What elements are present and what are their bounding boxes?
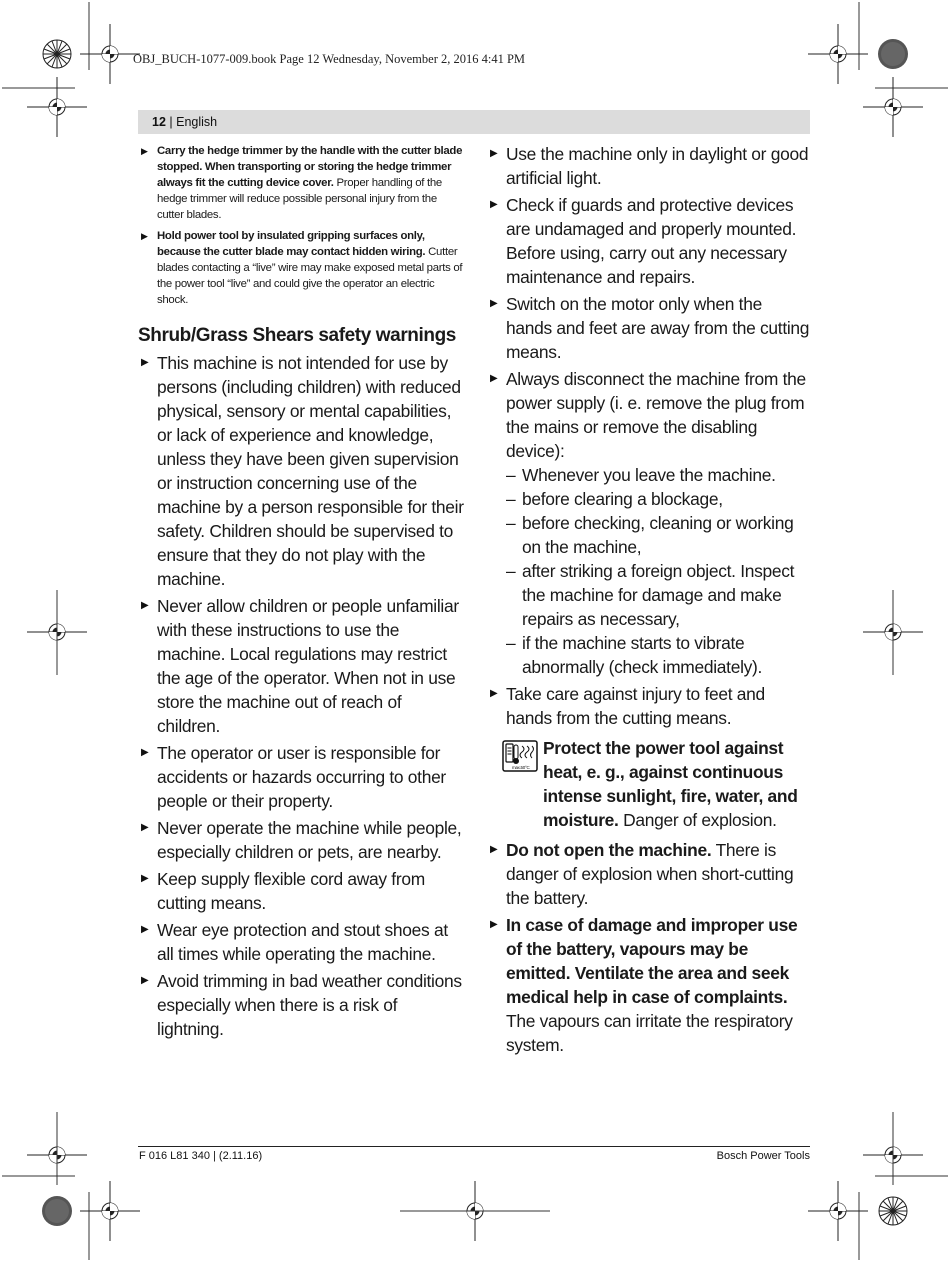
item-text: Never operate the machine while people, especially children or pets, are nearby.	[157, 818, 462, 862]
dash-icon: –	[506, 489, 516, 509]
list-item	[141, 969, 466, 1041]
list-item	[141, 351, 466, 591]
item-bold: Hold power tool by insulated gripping surfaces only, because the cutter blade may contact hidden wiring.	[157, 230, 426, 258]
bullet-icon: ▶	[141, 747, 149, 758]
list-item	[141, 741, 466, 813]
sub-item	[506, 487, 810, 511]
item-text: Check if guards and protective devices are undamaged and properly mounted. Before using, carry out any necessary maintenance and repairs.	[506, 195, 797, 287]
sub-item-text: before clearing a blockage,	[522, 489, 723, 509]
footer-left: F 016 L81 340 | (2.11.16)	[139, 1150, 263, 1162]
list-item	[490, 292, 810, 364]
bullet-icon: ▶	[490, 373, 498, 384]
bullet-icon: ▶	[490, 688, 498, 699]
list-item	[141, 143, 466, 223]
list-item	[490, 142, 810, 190]
item-text: This machine is not intended for use by persons (including children) with reduced physical, sensory or mental capabilities, or lack of experience and knowledge, unless they have been given supervision or instruction concerning use of the machine by a person responsible for their safety. Children should be supervised to ensure that they do not play with the machine.	[157, 353, 464, 589]
bullet-icon: ▶	[141, 975, 149, 986]
print-slug: OBJ_BUCH-1077-009.book Page 12 Wednesday, November 2, 2016 4:41 PM	[133, 52, 526, 66]
item-text: The vapours can irritate the respiratory system.	[506, 1011, 793, 1055]
section-title: Shrub/Grass Shears safety warnings	[138, 325, 456, 346]
item-bold: In case of damage and improper use of the battery, vapours may be emitted. Ventilate the area and seek medical help in case of complaints.	[506, 915, 798, 1007]
list-item	[141, 918, 466, 966]
item-text: Cutter blades contacting a “live” wire may make exposed metal parts of the power tool “live” and could give the operator an electric shock.	[157, 246, 463, 306]
item-text: Take care against injury to feet and hands from the cutting means.	[506, 684, 765, 728]
list-item	[141, 594, 466, 738]
sub-item-text: after striking a foreign object. Inspect the machine for damage and make repairs as necessary,	[522, 561, 795, 629]
page-header-bar	[138, 110, 810, 134]
item-text: Always disconnect the machine from the power supply (i. e. remove the plug from the mains or remove the disabling device):	[506, 369, 806, 461]
dash-icon: –	[506, 633, 516, 653]
dash-icon: –	[506, 465, 516, 485]
sub-item-text: before checking, cleaning or working on the machine,	[522, 513, 794, 557]
footer-rule	[138, 1146, 810, 1147]
item-bold: Protect the power tool against heat, e. g., against continuous intense sunlight, fire, water, and moisture.	[543, 738, 798, 830]
list-item	[141, 816, 466, 864]
list-item	[490, 682, 810, 730]
bullet-icon: ▶	[490, 844, 498, 855]
sub-item	[506, 463, 810, 487]
item-text: There is danger of explosion when short-cutting the battery.	[506, 840, 794, 908]
dash-icon: –	[506, 513, 516, 533]
bullet-icon: ▶	[141, 357, 149, 368]
bullet-icon: ▶	[141, 231, 148, 241]
bullet-icon: ▶	[141, 873, 149, 884]
sub-item	[506, 511, 810, 559]
list-item	[141, 228, 466, 308]
left-top-list	[141, 143, 466, 308]
bullet-icon: ▶	[141, 924, 149, 935]
item-text: The operator or user is responsible for accidents or hazards occurring to other people or their property.	[157, 743, 446, 811]
heat-warning	[490, 736, 810, 832]
list-item	[490, 193, 810, 289]
sub-item	[506, 631, 810, 679]
item-text: Avoid trimming in bad weather conditions especially when there is a risk of lightning.	[157, 971, 462, 1039]
item-bold: Carry the hedge trimmer by the handle with the cutter blade stopped. When transporting or storing the hedge trimmer always fit the cutting device cover.	[157, 145, 463, 189]
item-text: Never allow children or people unfamiliar with these instructions to use the machine. Local regulations may restrict the age of the operator. When not in use store the machine out of reach of children.	[157, 596, 459, 736]
bullet-icon: ▶	[490, 199, 498, 210]
item-text: Use the machine only in daylight or good artificial light.	[506, 144, 809, 188]
bullet-icon: ▶	[490, 148, 498, 159]
temperature-warning-icon	[502, 740, 538, 772]
item-text: Danger of explosion.	[618, 810, 777, 830]
sub-item-text: if the machine starts to vibrate abnormally (check immediately).	[522, 633, 763, 677]
list-item	[490, 367, 810, 679]
list-item	[490, 838, 810, 910]
list-item	[141, 867, 466, 915]
dash-icon: –	[506, 561, 516, 581]
bullet-icon: ▶	[141, 822, 149, 833]
right-column	[490, 142, 810, 1057]
bullet-icon: ▶	[490, 919, 498, 930]
page-number: 12	[152, 115, 166, 129]
bullet-icon: ▶	[490, 298, 498, 309]
icon-temperature-label: max.50°C	[512, 765, 530, 770]
left-warning-list	[141, 351, 466, 1041]
header-language: English	[176, 115, 218, 129]
list-item	[490, 913, 810, 1057]
footer-right: Bosch Power Tools	[716, 1150, 810, 1162]
header-separator: |	[165, 115, 177, 129]
item-text: Switch on the motor only when the hands and feet are away from the cutting means.	[506, 294, 810, 362]
page-header	[152, 115, 217, 129]
sub-item-text: Whenever you leave the machine.	[522, 465, 776, 485]
item-text: Proper handling of the hedge trimmer will reduce possible personal injury from the cutter blades.	[157, 177, 442, 221]
item-text: Wear eye protection and stout shoes at all times while operating the machine.	[157, 920, 448, 964]
item-text: Keep supply flexible cord away from cutting means.	[157, 869, 425, 913]
sub-item	[506, 559, 810, 631]
item-bold: Do not open the machine.	[506, 840, 712, 860]
bullet-icon: ▶	[141, 146, 148, 156]
bullet-icon: ▶	[141, 600, 149, 611]
left-column	[138, 143, 466, 1041]
